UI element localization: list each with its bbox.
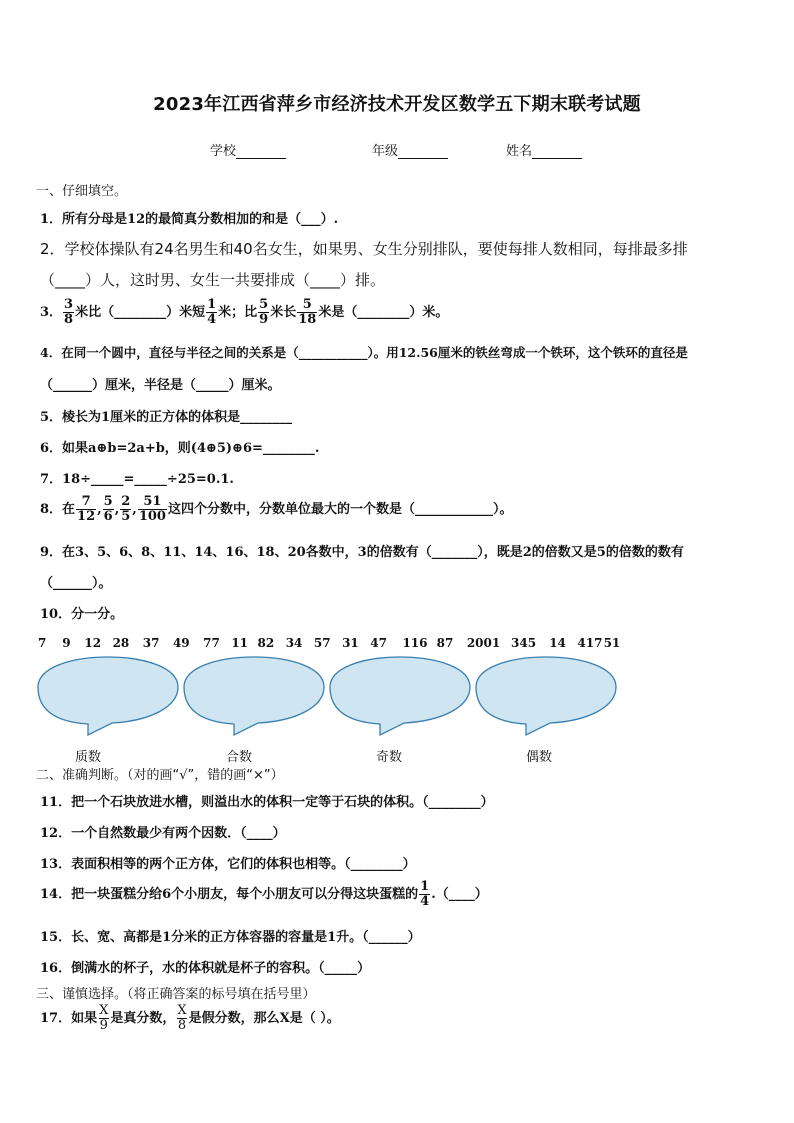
name-label: 姓名 (506, 144, 533, 159)
page-title: 2023年江西省萍乡市经济技术开发区数学五下期末联考试题 (153, 94, 641, 115)
number-item: 57 (313, 636, 331, 650)
q8-f4-denominator: 100 (138, 509, 166, 524)
number-list (38, 636, 624, 650)
q8-suffix: 这四个分数中，分数单位最大的一个数是（____________）。 (167, 502, 513, 517)
q8-fraction-4 (138, 495, 167, 524)
question-16: 16．倒满水的杯子，水的体积就是杯子的容积。（_____） (40, 961, 371, 976)
q14-numerator: 1 (420, 879, 430, 894)
q3-fraction-3 (258, 298, 269, 327)
question-8: 8．在 $\frac{7}{12}$ , $\frac{5}{6}$ , $\frac{2}{5}$ , $\frac{51}{100}$ 这四个分数中，分数单位最大的一个数是（____________）。 (40, 494, 513, 524)
question-9-line-2: （______）。 (40, 576, 112, 591)
name-blank (532, 145, 582, 159)
q17-text-2: 是假分数，那么X是（ ）。 (188, 1011, 340, 1026)
school-field (210, 140, 286, 159)
speech-bubbles (0, 655, 794, 745)
question-1: 1．所有分母是12的最简真分数相加的和是（___）. (40, 212, 339, 227)
number-item: 7 (38, 636, 47, 650)
question-6: 6．如果a⊕b=2a+b，则(4⊕5)⊕6=________. (40, 441, 320, 456)
question-9-line-1: 9．在3、5、6、8、11、14、16、18、20各数中，3的倍数有（_______），既是2的倍数又是5的倍数的数有 (40, 545, 684, 560)
question-12: 12．一个自然数最少有两个因数．（____） (40, 826, 286, 841)
question-13: 13．表面积相等的两个正方体，它们的体积也相等。（________） (40, 857, 416, 872)
q8-f1-denominator: 12 (77, 509, 96, 524)
school-blank (236, 145, 286, 159)
number-item: 11 (231, 636, 249, 650)
q8-prefix: 8．在 (40, 502, 76, 517)
number-item: 14 (549, 636, 566, 650)
q14-suffix: .（____） (431, 887, 488, 902)
question-4-line-1: 4．在同一个圆中，直径与半径之间的关系是（___________）。用12.56厘米的铁丝弯成一个铁环，这个铁环的直径是 (40, 345, 688, 360)
q3-fraction-2 (206, 298, 217, 327)
composite-bubble (184, 657, 324, 735)
q3-f3-numerator: 5 (259, 297, 269, 312)
q17-f2-numerator: X (177, 1003, 187, 1018)
q3-f2-numerator: 1 (207, 297, 217, 312)
q3-text-3: 米长 (270, 305, 297, 320)
number-item: 2001 (466, 636, 501, 650)
q17-fraction-1 (98, 1004, 109, 1033)
q17-prefix: 17．如果 (40, 1011, 98, 1026)
prime-label: 质数 (75, 750, 102, 765)
q14-prefix: 14．把一块蛋糕分给6个小朋友，每个小朋友可以分得这块蛋糕的 (40, 887, 419, 902)
prime-bubble (38, 657, 178, 735)
q17-f1-numerator: X (99, 1003, 109, 1018)
q8-fraction-3 (120, 495, 131, 524)
number-item: 77 (203, 636, 220, 650)
q3-fraction-1 (63, 298, 74, 327)
number-item: 116 (402, 636, 428, 650)
number-item: 82 (257, 636, 275, 650)
q3-text-4: 米是（________）米。 (318, 305, 449, 320)
number-item: 9 (62, 636, 71, 650)
number-item: 12 (84, 636, 102, 650)
section-1-heading: 一、仔细填空。 (36, 184, 128, 199)
number-item: 345 (511, 636, 537, 650)
number-item: 31 (342, 636, 359, 650)
q3-f4-denominator: 18 (298, 312, 317, 327)
number-item: 34 (285, 636, 303, 650)
even-label: 偶数 (526, 750, 553, 765)
odd-label: 奇数 (376, 750, 403, 765)
number-item: 49 (172, 636, 190, 650)
question-5: 5．棱长为1厘米的正方体的体积是________ (40, 410, 293, 425)
q8-fraction-1 (76, 495, 96, 524)
section-3-heading: 三、谨慎选择。（将正确答案的标号填在括号里） (36, 987, 316, 1002)
q8-f1-numerator: 7 (81, 494, 91, 509)
q3-prefix: 3． (40, 305, 63, 320)
number-item: 37 (142, 636, 160, 650)
q3-fraction-4 (297, 298, 317, 327)
question-3 (40, 298, 448, 327)
question-2-line-1: 2．学校体操队有24名男生和40名女生，如果男、女生分别排队，要使每排人数相同，每排最多排 (40, 240, 688, 258)
even-bubble (476, 657, 616, 735)
grade-blank (398, 145, 448, 159)
grade-label: 年级 (372, 144, 399, 159)
number-item: 51 (603, 636, 621, 650)
question-4-line-2: （______）厘米，半径是（_____）厘米。 (40, 378, 281, 393)
section-2-heading: 二、准确判断。（对的画“√”，错的画“×”） (36, 768, 284, 783)
q8-f4-numerator: 51 (143, 494, 162, 509)
q8-f2-numerator: 5 (103, 494, 113, 509)
question-14 (40, 880, 488, 909)
question-7: 7．18÷_____=_____÷25=0.1. (40, 472, 234, 487)
q3-f2-denominator: 4 (207, 312, 217, 327)
q3-text-1: 米比（________）米短 (75, 305, 206, 320)
question-17 (40, 1004, 340, 1033)
q8-f3-numerator: 2 (121, 494, 131, 509)
q3-text-2: 米；比 (218, 305, 258, 320)
composite-label: 合数 (226, 750, 253, 765)
school-label: 学校 (210, 144, 237, 159)
q17-f2-denominator: 8 (177, 1018, 187, 1033)
question-2-line-2: （____）人，这时男、女生一共要排成（____）排。 (40, 271, 386, 289)
q8-f3-denominator: 5 (121, 509, 131, 524)
question-10: 10．分一分。 (40, 607, 124, 622)
number-item: 47 (370, 636, 387, 650)
question-11: 11．把一个石块放进水槽，则溢出水的体积一定等于石块的体积。（________） (40, 795, 494, 810)
q3-f3-denominator: 9 (259, 312, 269, 327)
q17-fraction-2 (176, 1004, 187, 1033)
number-item: 28 (112, 636, 130, 650)
q17-text-1: 是真分数， (110, 1011, 176, 1026)
q3-f1-denominator: 8 (64, 312, 74, 327)
question-15: 15．长、宽、高都是1分米的正方体容器的容量是1升。（______） (40, 930, 421, 945)
q14-fraction (419, 880, 430, 909)
grade-field (372, 140, 448, 159)
q17-f1-denominator: 9 (99, 1018, 108, 1033)
q3-f4-numerator: 5 (302, 297, 312, 312)
q8-fraction-2 (103, 495, 114, 524)
q14-denominator: 4 (420, 894, 430, 909)
number-item: 87 (436, 636, 454, 650)
number-item: 417 (577, 636, 603, 650)
q8-f2-denominator: 6 (103, 509, 113, 524)
q3-f1-numerator: 3 (64, 297, 74, 312)
name-field (506, 140, 582, 159)
odd-bubble (330, 657, 470, 735)
